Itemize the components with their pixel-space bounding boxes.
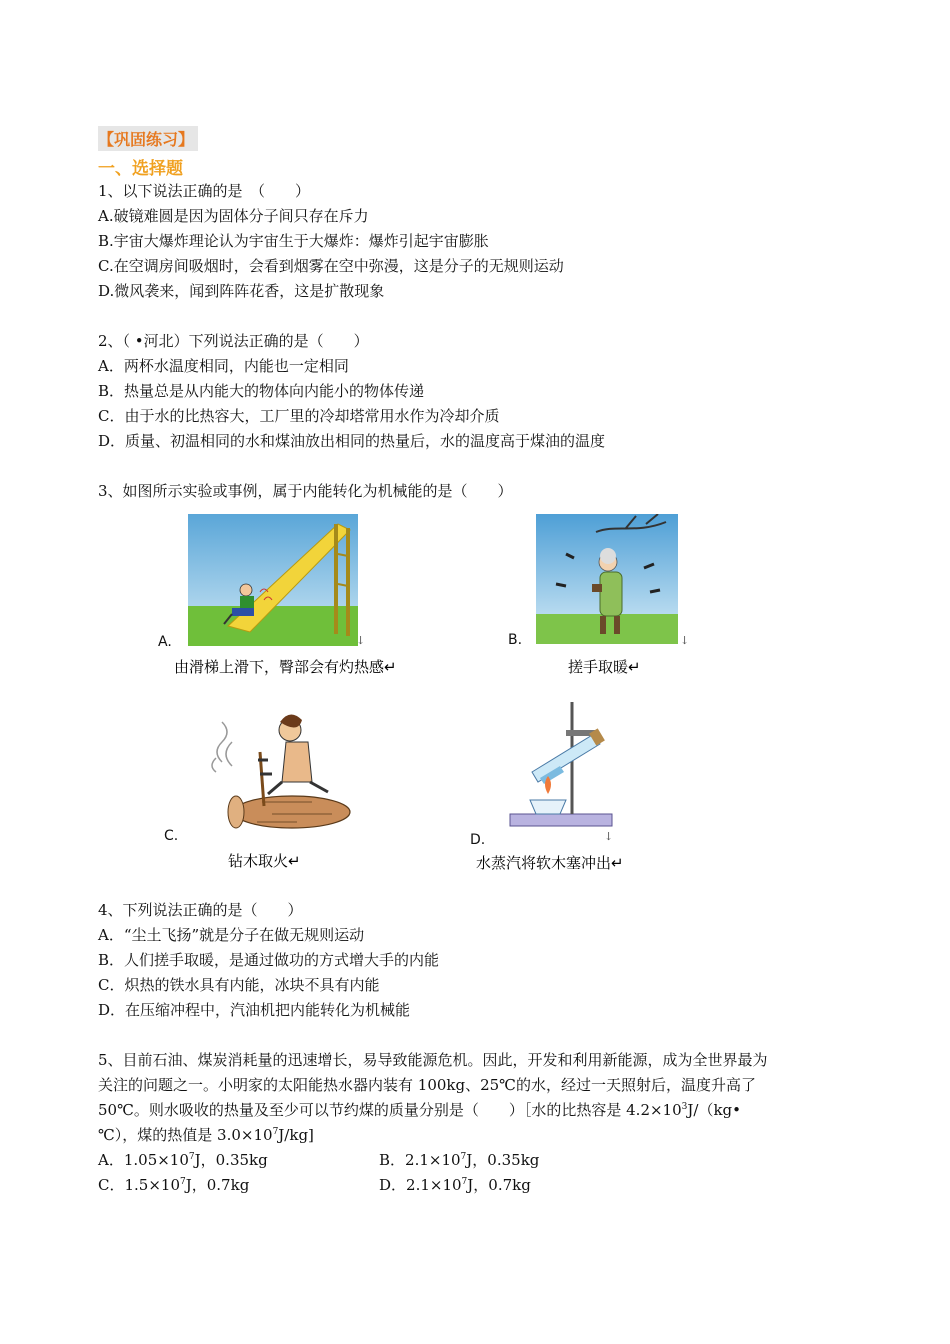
exercise-tag: 【巩固练习】: [98, 126, 868, 151]
drilling-fire-illustration: [202, 702, 352, 840]
option-row-2: [98, 1173, 868, 1198]
figure-d-arrow: ↓: [604, 830, 614, 843]
figure-d-letter: D.: [470, 832, 486, 848]
section-title: 一、选择题: [98, 159, 183, 179]
question-stem: 2、（ •河北）下列说法正确的是（ ）: [98, 332, 369, 350]
question-4: [98, 898, 868, 1023]
figure-c: [202, 702, 352, 840]
figure-a-caption: 由滑梯上滑下，臀部会有灼热感↵: [174, 658, 397, 676]
option-b: B.宇宙大爆炸理论认为宇宙生于大爆炸：爆炸引起宇宙膨胀: [98, 232, 489, 250]
figure-a: [188, 514, 358, 646]
question-3: [98, 479, 868, 898]
option-d: D．在压缩冲程中，汽油机把内能转化为机械能: [98, 1001, 411, 1019]
figure-b: [536, 514, 678, 644]
figure-d: [502, 700, 630, 834]
option-d: D．$2.1\times 10^7J$，0.7kg: [379, 1176, 531, 1194]
question-text-line-4: ℃），煤的热值是 $3.0\times 10^7J/kg$]: [98, 1126, 314, 1144]
option-b: B．人们搓手取暖，是通过做功的方式增大手的内能: [98, 951, 440, 969]
figure-a-arrow: ↓: [356, 634, 366, 647]
question-5: [98, 1048, 868, 1198]
question-1: [98, 179, 868, 304]
figure-d-caption: 水蒸汽将软木塞冲出↵: [476, 854, 624, 872]
option-a: A．“尘土飞扬”就是分子在做无规则运动: [98, 926, 365, 944]
rubbing-hands-illustration: [536, 514, 678, 644]
question-text-line-3: 50℃。则水吸收的热量及至少可以节约煤的质量分别是（ ）［水的比热容是 $4.2\times 10^3J/(kg•$: [98, 1101, 741, 1119]
option-d: D.微风袭来，闻到阵阵花香，这是扩散现象: [98, 282, 385, 300]
question-stem: 4、下列说法正确的是（ ）: [98, 901, 303, 919]
figure-b-arrow: ↓: [680, 634, 690, 647]
document-page: [98, 126, 868, 1198]
option-a: A.破镜难圆是因为固体分子间只存在斥力: [98, 207, 369, 225]
figure-b-caption: 搓手取暖↵: [568, 658, 641, 676]
option-a: A．$1.05\times 10^7J$，0.35kg: [98, 1151, 268, 1169]
option-c: C.在空调房间吸烟时，会看到烟雾在空中弥漫，这是分子的无规则运动: [98, 257, 564, 275]
figure-grid: [98, 508, 868, 898]
question-stem: 1、以下说法正确的是 （ ）: [98, 182, 311, 200]
option-c: C．炽热的铁水具有内能，冰块不具有内能: [98, 976, 380, 994]
option-d: D．质量、初温相同的水和煤油放出相同的热量后，水的温度高于煤油的温度: [98, 432, 606, 450]
option-c: C．$1.5\times 10^7J$，0.7kg: [98, 1176, 250, 1194]
question-text-line-2: 关注的问题之一。小明家的太阳能热水器内装有 100kg、25℃的水，经过一天照射后，温度升高了: [98, 1076, 756, 1094]
question-stem: 3、如图所示实验或事例，属于内能转化为机械能的是（ ）: [98, 482, 513, 500]
option-b: B．热量总是从内能大的物体向内能小的物体传递: [98, 382, 425, 400]
test-tube-illustration: [502, 700, 630, 834]
option-a: A．两杯水温度相同，内能也一定相同: [98, 357, 349, 375]
option-c: C．由于水的比热容大，工厂里的冷却塔常用水作为冷却介质: [98, 407, 500, 425]
figure-a-letter: A.: [158, 634, 172, 650]
figure-c-letter: C.: [164, 828, 179, 844]
option-b: B．$2.1\times 10^7J$，0.35kg: [379, 1151, 540, 1169]
question-2: [98, 329, 868, 454]
question-text-line-1: 5、目前石油、煤炭消耗量的迅速增长，易导致能源危机。因此，开发和利用新能源，成为全世界最为: [98, 1051, 768, 1069]
figure-c-caption: 钻木取火↵: [228, 852, 301, 870]
figure-b-letter: B.: [508, 632, 523, 648]
option-row-1: [98, 1148, 868, 1173]
slide-illustration: [188, 514, 358, 646]
